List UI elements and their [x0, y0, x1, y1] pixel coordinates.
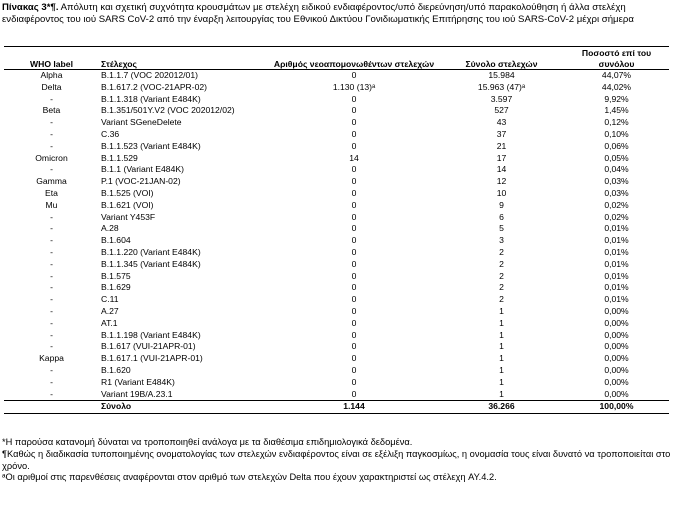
strain-cell: A.28 [101, 223, 119, 234]
who-cell: - [50, 164, 53, 175]
percentage-cell: 0,04% [604, 164, 629, 175]
new-isolates-cell: 14 [349, 152, 359, 163]
who-cell: - [50, 270, 53, 281]
who-cell: - [50, 235, 53, 246]
strain-cell: B.1.575 [101, 270, 131, 281]
total-who-cell [4, 401, 99, 414]
strain-cell: B.1.1.345 (Variant E484K) [101, 258, 201, 269]
strain-cell: B.1.621 (VOI) [101, 199, 154, 210]
table-row [4, 389, 669, 401]
table-row [4, 294, 669, 306]
table-total-row [4, 401, 669, 414]
table-body [4, 70, 669, 414]
strain-cell: B.1.620 [101, 364, 131, 375]
percentage-cell: 44,07% [601, 70, 632, 80]
percentage-cell: 0,03% [604, 176, 629, 187]
percentage-cell: 0,01% [604, 258, 629, 269]
table-row [4, 330, 669, 342]
table-row [4, 105, 669, 117]
who-cell: - [50, 305, 53, 316]
caption-text: Απόλυτη και σχετική συχνότητα κρουσμάτων με στελέχη ειδικού ενδιαφέροντος/υπό διερεύνηση/υπό παρακολούθηση ή άλλα στελέχη ενδιαφέροντος του ιού SARS CoV-2 από την έναρξη λειτουργίας του Εθνικού Δικτύου Γονιδιωματικής Επιτήρησης του ιού SARS-CoV-2 μέχρι σήμερα [2, 2, 634, 25]
strain-cell: Variant SGeneDelete [101, 117, 182, 128]
who-cell: - [50, 341, 53, 352]
new-isolates-cell: 0 [351, 282, 357, 293]
total-cell: 14 [496, 164, 507, 175]
percentage-cell: 0,02% [604, 211, 629, 222]
new-isolates-cell: 0 [351, 105, 357, 116]
percentage-cell: 0,01% [604, 223, 629, 234]
table-row [4, 259, 669, 271]
table-row [4, 153, 669, 165]
strain-cell: B.1.617.2 (VOC-21APR-02) [101, 81, 208, 92]
new-isolates-cell: 0 [351, 246, 357, 257]
new-isolates-cell: 0 [351, 329, 357, 340]
who-cell: - [50, 388, 53, 399]
table-caption [2, 2, 677, 25]
total-cell: 1 [499, 341, 504, 352]
total-percentage-cell: 100,00% [564, 401, 669, 414]
new-isolates-cell: 0 [351, 258, 357, 269]
variants-table [4, 46, 669, 414]
total-cell: 6 [499, 211, 504, 222]
who-cell: Mu [45, 199, 58, 210]
total-cell: 15.963 (47)ᵃ [477, 81, 526, 92]
who-cell: Beta [42, 105, 61, 116]
percentage-cell: 9,92% [604, 93, 629, 104]
new-isolates-cell: 0 [351, 140, 357, 151]
percentage-cell: 0,01% [604, 270, 629, 281]
who-cell: - [50, 140, 53, 151]
total-cell: 43 [496, 117, 507, 128]
strain-cell: B.1.525 (VOI) [101, 187, 154, 198]
new-isolates-cell: 0 [351, 376, 357, 387]
percentage-cell: 0,06% [604, 140, 629, 151]
header-total-strains: Σύνολο στελεχών [439, 47, 564, 70]
header-who-label: WHO label [4, 47, 99, 70]
strain-cell: B.1.351/501Y.V2 (VOC 202012/02) [101, 105, 235, 116]
new-isolates-cell: 0 [351, 211, 357, 222]
new-isolates-cell: 0 [351, 199, 357, 210]
table-row [4, 176, 669, 188]
table-row [4, 271, 669, 283]
table-row [4, 188, 669, 200]
percentage-cell: 0,01% [604, 246, 629, 257]
new-isolates-cell: 0 [351, 235, 357, 246]
who-cell: Kappa [39, 353, 64, 364]
strain-cell: R1 (Variant E484K) [101, 376, 175, 387]
footnote: *Η παρούσα κατανομή δύναται να τροποποιηθεί ανάλογα με τα διαθέσιμα επιδημιολογικά δεδομένα. [2, 437, 413, 447]
table-row [4, 223, 669, 235]
table-row [4, 282, 669, 294]
total-cell: 17 [496, 152, 507, 163]
caption-label: Πίνακας 3*¶. [2, 2, 59, 13]
total-cell: 1 [499, 388, 504, 399]
new-isolates-cell: 0 [351, 70, 357, 80]
total-cell: 21 [496, 140, 507, 151]
strain-cell: B.1.1 (Variant E484K) [101, 164, 184, 175]
percentage-cell: 0,05% [604, 152, 629, 163]
new-isolates-cell: 0 [351, 187, 357, 198]
total-new-isolates-cell: 1.144 [269, 401, 439, 414]
table-row [4, 353, 669, 365]
table-row [4, 164, 669, 176]
strain-cell: B.1.1.220 (Variant E484K) [101, 246, 201, 257]
new-isolates-cell: 1.130 (13)ᵃ [332, 81, 376, 92]
new-isolates-cell: 0 [351, 223, 357, 234]
strain-cell: B.1.604 [101, 235, 131, 246]
who-cell: - [50, 93, 53, 104]
who-cell: - [50, 223, 53, 234]
new-isolates-cell: 0 [351, 128, 357, 139]
percentage-cell: 0,01% [604, 294, 629, 305]
strain-cell: C.11 [101, 294, 119, 305]
table-row [4, 82, 669, 94]
total-cell: 12 [496, 176, 507, 187]
total-cell: 1 [499, 329, 504, 340]
header-new-isolates: Αριθμός νεοαπομονωθέντων στελεχών [269, 47, 439, 70]
who-cell: Gamma [36, 176, 67, 187]
new-isolates-cell: 0 [351, 176, 357, 187]
who-cell: - [50, 282, 53, 293]
strain-cell: B.1.1.7 (VOC 202012/01) [101, 70, 198, 80]
new-isolates-cell: 0 [351, 164, 357, 175]
total-cell: 2 [499, 270, 504, 281]
who-cell: - [50, 376, 53, 387]
strain-cell: B.1.617.1 (VUI-21APR-01) [101, 353, 203, 364]
new-isolates-cell: 0 [351, 317, 357, 328]
table-row [4, 247, 669, 259]
percentage-cell: 0,12% [604, 117, 629, 128]
table-row [4, 94, 669, 106]
percentage-cell: 0,01% [604, 282, 629, 293]
total-cell: 1 [499, 364, 504, 375]
percentage-cell: 0,00% [604, 317, 629, 328]
new-isolates-cell: 0 [351, 341, 357, 352]
strain-cell: B.1.629 [101, 282, 131, 293]
strain-cell: Variant 19B/A.23.1 [101, 388, 173, 399]
percentage-cell: 1,45% [604, 105, 629, 116]
percentage-cell: 0,00% [604, 329, 629, 340]
total-cell: 1 [499, 305, 504, 316]
new-isolates-cell: 0 [351, 93, 357, 104]
table-row [4, 318, 669, 330]
percentage-cell: 0,10% [604, 128, 629, 139]
total-cell: 3.597 [490, 93, 513, 104]
total-cell: 2 [499, 282, 504, 293]
percentage-cell: 44,02% [601, 81, 632, 92]
total-cell: 3 [499, 235, 504, 246]
table-row [4, 235, 669, 247]
total-cell: 37 [496, 128, 507, 139]
strain-cell: P.1 (VOC-21JAN-02) [101, 176, 181, 187]
who-cell: - [50, 258, 53, 269]
new-isolates-cell: 0 [351, 294, 357, 305]
total-cell: 2 [499, 294, 504, 305]
new-isolates-cell: 0 [351, 364, 357, 375]
table-row [4, 306, 669, 318]
total-cell: 2 [499, 258, 504, 269]
who-cell: - [50, 211, 53, 222]
percentage-cell: 0,03% [604, 187, 629, 198]
strain-cell: Variant Y453F [101, 211, 156, 222]
table-header-row [4, 47, 669, 70]
percentage-cell: 0,02% [604, 199, 629, 210]
strain-cell: B.1.1.198 (Variant E484K) [101, 329, 201, 340]
strain-cell: B.1.1.529 [101, 152, 138, 163]
percentage-cell: 0,00% [604, 388, 629, 399]
who-cell: Delta [41, 81, 62, 92]
new-isolates-cell: 0 [351, 270, 357, 281]
percentage-cell: 0,00% [604, 353, 629, 364]
total-cell: 1 [499, 353, 504, 364]
table-row [4, 377, 669, 389]
footnote: ᵃΟι αριθμοί στις παρενθέσεις αναφέρονται στον αριθμό των στελεχών Delta που έχουν χαρακτηριστεί ως στέλεχη AY.4.2. [2, 472, 497, 483]
who-cell: - [50, 128, 53, 139]
strain-cell: A.27 [101, 305, 119, 316]
table-row [4, 70, 669, 82]
strain-cell: AT.1 [101, 317, 118, 328]
new-isolates-cell: 0 [351, 117, 357, 128]
table-row [4, 129, 669, 141]
percentage-cell: 0,00% [604, 376, 629, 387]
total-cell: 1 [499, 376, 504, 387]
total-cell: 1 [499, 317, 504, 328]
strain-cell: B.1.1.318 (Variant E484K) [101, 93, 201, 104]
who-cell: - [50, 294, 53, 305]
who-cell: Eta [45, 187, 58, 198]
table-row [4, 200, 669, 212]
who-cell: - [50, 329, 53, 340]
table-row [4, 365, 669, 377]
who-cell: - [50, 364, 53, 375]
table-row [4, 141, 669, 153]
total-cell: 5 [499, 223, 504, 234]
percentage-cell: 0,00% [604, 305, 629, 316]
new-isolates-cell: 0 [351, 353, 357, 364]
percentage-cell: 0,00% [604, 364, 629, 375]
total-cell: 527 [494, 105, 509, 116]
footnotes [2, 437, 677, 484]
who-cell: Omicron [35, 152, 68, 163]
percentage-cell: 0,01% [604, 235, 629, 246]
header-percentage: Ποσοστό επί του συνόλου [564, 47, 669, 70]
table-row [4, 117, 669, 129]
total-total-cell: 36.266 [439, 401, 564, 414]
header-strain: Στέλεχος [99, 47, 269, 70]
new-isolates-cell: 0 [351, 388, 357, 399]
table-row [4, 212, 669, 224]
who-cell: Alpha [40, 70, 63, 80]
who-cell: - [50, 317, 53, 328]
total-cell: 15.984 [488, 70, 515, 80]
total-cell: 2 [499, 246, 504, 257]
strain-cell: C.36 [101, 128, 120, 139]
new-isolates-cell: 0 [351, 305, 357, 316]
percentage-cell: 0,00% [604, 341, 629, 352]
strain-cell: B.1.1.523 (Variant E484K) [101, 140, 201, 151]
table-row [4, 341, 669, 353]
who-cell: - [50, 246, 53, 257]
total-cell: 9 [499, 199, 504, 210]
footnote: ¶Καθώς η διαδικασία τυποποιημένης ονοματολογίας των στελεχών ενδιαφέροντος είναι σε εξέλιξη παγκοσμίως, η ονομασία τους είναι δυνατό να τροποποιείται στο χρόνο. [2, 448, 671, 471]
total-strain-cell: Σύνολο [99, 401, 269, 414]
strain-cell: B.1.617 (VUI-21APR-01) [101, 341, 196, 352]
who-cell: - [50, 117, 53, 128]
total-cell: 10 [496, 187, 507, 198]
